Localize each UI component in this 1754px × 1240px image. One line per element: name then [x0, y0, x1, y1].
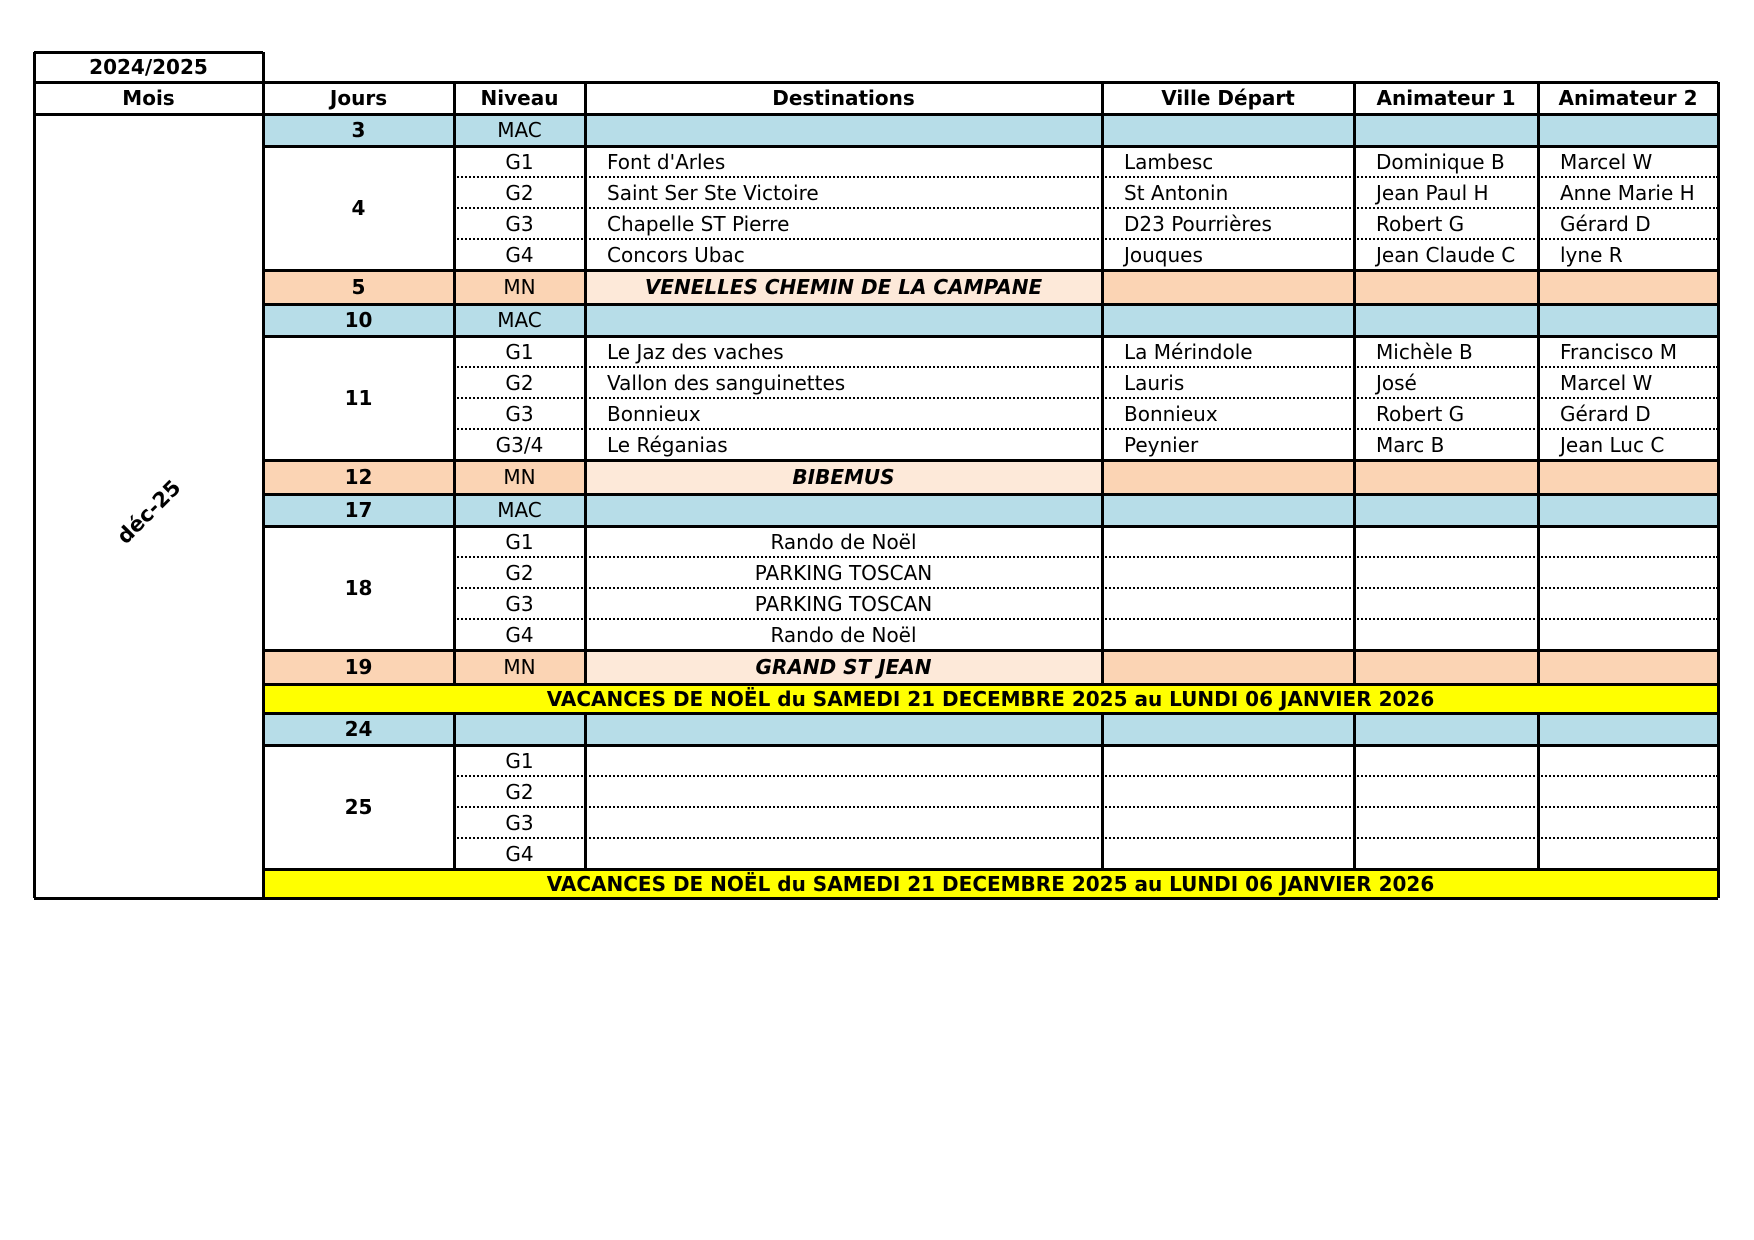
destination-cell: PARKING TOSCAN: [754, 591, 933, 616]
level-cell: MN: [454, 270, 585, 304]
grid-line: [454, 207, 1718, 209]
header-destination: Destinations: [772, 86, 915, 110]
start-town-cell: [1102, 745, 1354, 776]
leader2-cell: [1538, 776, 1718, 807]
grid-line: [454, 238, 1718, 240]
grid-line: [454, 428, 1718, 430]
leader1-cell: Robert G: [1376, 401, 1465, 426]
start-town-cell: [1102, 460, 1354, 494]
grid-line: [1717, 82, 1720, 898]
level-cell: G1: [505, 748, 534, 773]
leader1-cell: [1354, 619, 1538, 650]
destination-cell: [585, 494, 1102, 526]
start-town-cell: [1102, 838, 1354, 869]
leader2-cell: [1538, 745, 1718, 776]
header-month: Mois: [122, 86, 175, 110]
start-town-cell: [1102, 588, 1354, 619]
day-cell: 3: [263, 114, 454, 146]
start-town-cell: Jouques: [1124, 242, 1203, 267]
leader1-cell: Marc B: [1376, 432, 1445, 457]
destination-cell: [585, 713, 1102, 745]
header-level: Niveau: [480, 86, 559, 110]
start-town-cell: [1102, 114, 1354, 146]
grid-line: [454, 587, 1718, 589]
grid-line: [33, 52, 36, 82]
level-cell: G3: [505, 211, 534, 236]
level-cell: G3: [505, 591, 534, 616]
destination-cell: VENELLES CHEMIN DE LA CAMPANE: [585, 270, 1102, 304]
leader2-cell: Anne Marie H: [1560, 180, 1695, 205]
leader1-cell: [1354, 713, 1538, 745]
leader1-cell: [1354, 114, 1538, 146]
start-town-cell: Lambesc: [1124, 149, 1214, 174]
leader2-cell: [1538, 270, 1718, 304]
grid-line: [263, 459, 1718, 462]
header-leader2: Animateur 2: [1558, 86, 1698, 110]
grid-line: [1353, 82, 1356, 684]
grid-line: [263, 145, 1718, 148]
grid-line: [454, 397, 1718, 399]
start-town-cell: [1102, 713, 1354, 745]
start-town-cell: [1102, 619, 1354, 650]
start-town-cell: Bonnieux: [1124, 401, 1218, 426]
leader1-cell: Michèle B: [1376, 339, 1473, 364]
grid-line: [263, 683, 1718, 686]
level-cell: [454, 713, 585, 745]
grid-line: [454, 806, 1718, 808]
destination-cell: Vallon des sanguinettes: [607, 370, 846, 395]
day-cell: 5: [263, 270, 454, 304]
day-cell: 12: [263, 460, 454, 494]
season-title: 2024/2025: [89, 55, 208, 79]
destination-cell: Rando de Noël: [770, 622, 917, 647]
grid-line: [262, 82, 265, 898]
level-cell: G1: [505, 149, 534, 174]
level-cell: G4: [505, 242, 534, 267]
leader2-cell: lyne R: [1560, 242, 1623, 267]
level-cell: G2: [505, 560, 534, 585]
leader1-cell: [1354, 557, 1538, 588]
leader1-cell: [1354, 807, 1538, 838]
destination-cell: GRAND ST JEAN: [585, 650, 1102, 684]
destination-cell: Concors Ubac: [607, 242, 745, 267]
destination-cell: [585, 304, 1102, 336]
leader2-cell: [1538, 713, 1718, 745]
start-town-cell: [1102, 776, 1354, 807]
destination-cell: [585, 838, 1102, 869]
start-town-cell: [1102, 494, 1354, 526]
level-cell: G3: [505, 810, 534, 835]
leader2-cell: [1538, 526, 1718, 557]
grid-line: [584, 713, 587, 869]
leader1-cell: [1354, 494, 1538, 526]
leader1-cell: [1354, 526, 1538, 557]
leader2-cell: [1538, 650, 1718, 684]
start-town-cell: La Mérindole: [1124, 339, 1253, 364]
day-cell: 24: [263, 713, 454, 745]
leader2-cell: Jean Luc C: [1560, 432, 1665, 457]
destination-cell: Font d'Arles: [607, 149, 726, 174]
start-town-cell: Lauris: [1124, 370, 1185, 395]
leader1-cell: Robert G: [1376, 211, 1465, 236]
leader1-cell: [1354, 650, 1538, 684]
grid-line: [262, 52, 265, 82]
start-town-cell: [1102, 270, 1354, 304]
grid-line: [1101, 82, 1104, 684]
grid-line: [263, 335, 1718, 338]
grid-line: [454, 176, 1718, 178]
leader1-cell: José: [1376, 370, 1417, 395]
level-cell: G4: [505, 622, 534, 647]
level-cell: G1: [505, 339, 534, 364]
level-cell: G2: [505, 370, 534, 395]
header-start-town: Ville Départ: [1161, 86, 1295, 110]
leader1-cell: [1354, 838, 1538, 869]
day-cell: 19: [263, 650, 454, 684]
start-town-cell: St Antonin: [1124, 180, 1229, 205]
grid-line: [263, 744, 1718, 747]
level-cell: G3: [505, 401, 534, 426]
grid-line: [1537, 82, 1540, 684]
level-cell: G1: [505, 529, 534, 554]
level-cell: MAC: [454, 494, 585, 526]
grid-line: [263, 303, 1718, 306]
holiday-banner: VACANCES DE NOËL du SAMEDI 21 DECEMBRE 2025 au LUNDI 06 JANVIER 2026: [263, 684, 1718, 713]
leader2-cell: [1538, 807, 1718, 838]
grid-line: [1537, 713, 1540, 869]
leader1-cell: Jean Paul H: [1376, 180, 1489, 205]
grid-line: [34, 81, 1718, 84]
header-days: Jours: [329, 86, 388, 110]
grid-line: [1101, 713, 1104, 869]
leader2-cell: [1538, 494, 1718, 526]
destination-cell: Chapelle ST Pierre: [607, 211, 790, 236]
start-town-cell: [1102, 304, 1354, 336]
day-cell: 10: [263, 304, 454, 336]
destination-cell: [585, 776, 1102, 807]
leader1-cell: [1354, 460, 1538, 494]
grid-line: [454, 366, 1718, 368]
destination-cell: Bonnieux: [607, 401, 701, 426]
destination-cell: [585, 745, 1102, 776]
level-cell: G4: [505, 841, 534, 866]
grid-line: [454, 556, 1718, 558]
leader2-cell: [1538, 838, 1718, 869]
grid-line: [263, 525, 1718, 528]
grid-line: [263, 649, 1718, 652]
start-town-cell: [1102, 526, 1354, 557]
day-cell: 11: [344, 386, 373, 410]
day-cell: 17: [263, 494, 454, 526]
grid-line: [263, 113, 1718, 116]
leader2-cell: [1538, 619, 1718, 650]
level-cell: MAC: [454, 114, 585, 146]
leader1-cell: [1354, 304, 1538, 336]
grid-line: [1353, 713, 1356, 869]
leader2-cell: Francisco M: [1560, 339, 1678, 364]
day-cell: 18: [344, 576, 373, 600]
leader2-cell: Marcel W: [1560, 149, 1653, 174]
leader2-cell: [1538, 304, 1718, 336]
grid-line: [584, 82, 587, 684]
grid-line: [453, 82, 456, 684]
destination-cell: [585, 114, 1102, 146]
start-town-cell: D23 Pourrières: [1124, 211, 1272, 236]
destination-cell: Le Jaz des vaches: [607, 339, 784, 364]
grid-line: [263, 712, 1718, 715]
level-cell: MAC: [454, 304, 585, 336]
grid-line: [33, 82, 36, 898]
start-town-cell: Peynier: [1124, 432, 1199, 457]
grid-line: [34, 897, 1718, 900]
level-cell: G2: [505, 779, 534, 804]
grid-line: [263, 493, 1718, 496]
leader2-cell: Gérard D: [1560, 211, 1651, 236]
grid-line: [34, 51, 263, 54]
holiday-banner: VACANCES DE NOËL du SAMEDI 21 DECEMBRE 2025 au LUNDI 06 JANVIER 2026: [263, 869, 1718, 898]
leader2-cell: Marcel W: [1560, 370, 1653, 395]
level-cell: MN: [454, 460, 585, 494]
grid-line: [454, 618, 1718, 620]
month-label: déc-25: [111, 475, 185, 549]
leader1-cell: [1354, 588, 1538, 619]
level-cell: G2: [505, 180, 534, 205]
leader2-cell: [1538, 557, 1718, 588]
start-town-cell: [1102, 557, 1354, 588]
destination-cell: PARKING TOSCAN: [754, 560, 933, 585]
grid-line: [454, 775, 1718, 777]
destination-cell: Rando de Noël: [770, 529, 917, 554]
grid-line: [263, 868, 1718, 871]
level-cell: G3/4: [495, 432, 544, 457]
header-leader1: Animateur 1: [1376, 86, 1516, 110]
leader1-cell: [1354, 270, 1538, 304]
destination-cell: [585, 807, 1102, 838]
leader1-cell: [1354, 745, 1538, 776]
leader2-cell: [1538, 588, 1718, 619]
level-cell: MN: [454, 650, 585, 684]
start-town-cell: [1102, 650, 1354, 684]
day-cell: 4: [351, 196, 366, 220]
destination-cell: Le Réganias: [607, 432, 728, 457]
leader2-cell: [1538, 114, 1718, 146]
leader1-cell: Dominique B: [1376, 149, 1505, 174]
destination-cell: Saint Ser Ste Victoire: [607, 180, 819, 205]
grid-line: [263, 269, 1718, 272]
destination-cell: BIBEMUS: [585, 460, 1102, 494]
day-cell: 25: [344, 795, 373, 819]
start-town-cell: [1102, 807, 1354, 838]
leader1-cell: Jean Claude C: [1376, 242, 1516, 267]
leader2-cell: Gérard D: [1560, 401, 1651, 426]
grid-line: [454, 837, 1718, 839]
leader2-cell: [1538, 460, 1718, 494]
grid-line: [453, 713, 456, 869]
leader1-cell: [1354, 776, 1538, 807]
